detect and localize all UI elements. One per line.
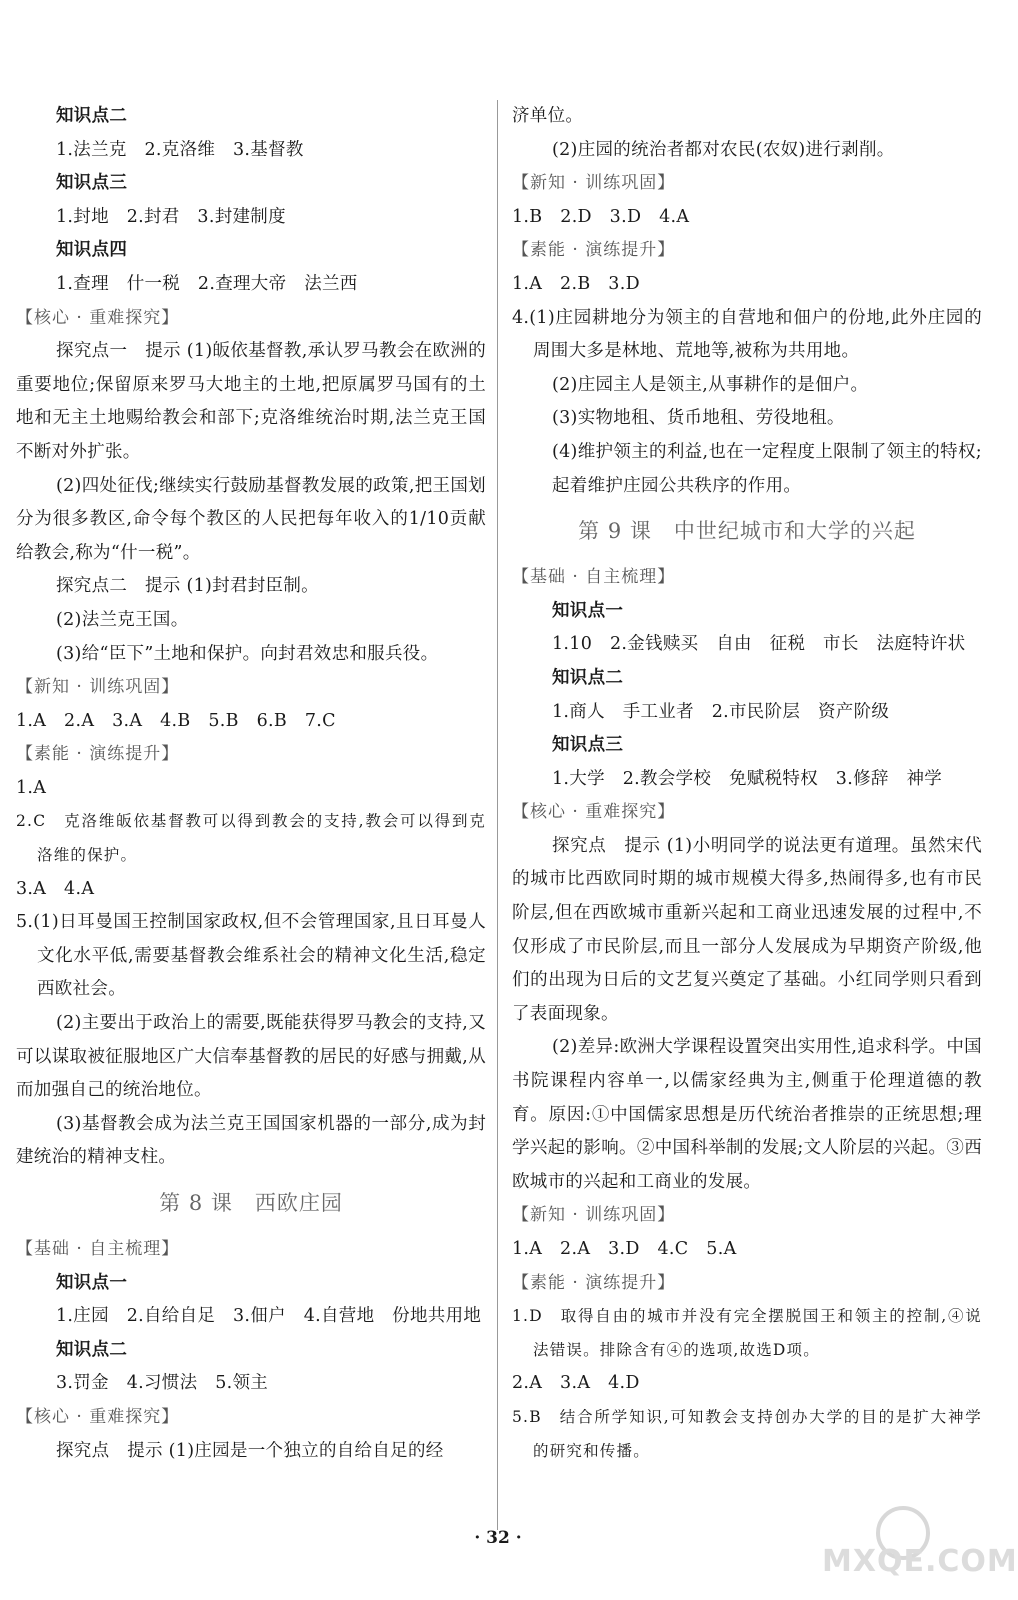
knowledge-point-heading: 知识点二	[56, 1339, 128, 1360]
answer-paragraph: 济单位。	[512, 106, 584, 126]
explore-paragraph: 探究点一 提示 (1)皈依基督教,承认罗马教会在欧洲的重要地位;保留原来罗马大地主的土地,把原属罗马国有的土地和无主土地赐给教会和部下;克洛维统治时期,法兰克王国不断对外扩张。	[16, 341, 486, 462]
section-header: 【基础 · 自主梳理】	[512, 567, 676, 588]
answer-line: 1.法兰克 2.克洛维 3.基督教	[56, 139, 304, 160]
section-header: 【基础 · 自主梳理】	[16, 1239, 180, 1259]
section-header: 【核心 · 重难探究】	[512, 802, 676, 823]
section-header: 【新知 · 训练巩固】	[512, 173, 676, 194]
lesson-title: 第 8 课 西欧庄园	[159, 1191, 343, 1215]
answer-line: 1.B 2.D 3.D 4.A	[512, 206, 690, 227]
knowledge-point-heading: 知识点三	[552, 735, 624, 756]
answer-line: 1.A	[16, 777, 47, 798]
answer-line: 1.A 2.A 3.D 4.C 5.A	[512, 1239, 737, 1259]
answer-line: 3.A 4.A	[16, 878, 95, 899]
explore-paragraph: (2)法兰克王国。	[56, 609, 189, 630]
knowledge-point-heading: 知识点四	[56, 240, 128, 261]
answer-paragraph: (2)庄园的统治者都对农民(农奴)进行剥削。	[552, 139, 895, 160]
knowledge-point-heading: 知识点二	[552, 667, 624, 688]
answer-line: 1.庄园 2.自给自足 3.佃户 4.自营地 份地共用地	[56, 1306, 482, 1327]
answer-line: 1.封地 2.封君 3.封建制度	[56, 206, 286, 227]
section-header: 【素能 · 演练提升】	[512, 1272, 676, 1293]
answer-paragraph: (4)维护领主的利益,也在一定程度上限制了领主的特权;起着维护庄园公共秩序的作用。	[552, 441, 982, 496]
lesson-title: 第 9 课 中世纪城市和大学的兴起	[578, 519, 916, 544]
answer-paragraph: 5.(1)日耳曼国王控制国家政权,但不会管理国家,且日耳曼人文化水平低,需要基督教会维系社会的精神文化生活,稳定西欧社会。	[16, 912, 486, 1000]
left-column	[16, 100, 486, 1468]
knowledge-point-heading: 知识点二	[56, 106, 128, 126]
explore-paragraph: (3)给“臣下”土地和保护。向封君效忠和服兵役。	[56, 643, 439, 664]
knowledge-point-heading: 知识点一	[552, 600, 624, 621]
right-column	[512, 100, 982, 1468]
knowledge-point-heading: 知识点一	[56, 1272, 128, 1293]
explore-paragraph: 探究点二 提示 (1)封君封臣制。	[56, 576, 319, 597]
answer-line: 1.商人 手工业者 2.市民阶层 资产阶级	[552, 701, 890, 722]
answer-explanation: 1.D 取得自由的城市并没有完全摆脱国王和领主的控制,④说法错误。排除含有④的选项,故选D项。	[512, 1307, 982, 1359]
section-header: 【素能 · 演练提升】	[16, 744, 180, 765]
answer-line: 3.罚金 4.习惯法 5.领主	[56, 1373, 269, 1394]
answer-line: 2.A 3.A 4.D	[512, 1373, 640, 1394]
explore-paragraph: (2)四处征伐;继续实行鼓励基督教发展的政策,把王国划分为很多教区,命令每个教区的人民把每年收入的1/10贡献给教会,称为“什一税”。	[16, 475, 486, 563]
answer-line: 1.A 2.B 3.D	[512, 273, 640, 294]
explore-paragraph: 探究点 提示 (1)庄园是一个独立的自给自足的经	[56, 1440, 444, 1461]
answer-line: 1.10 2.金钱赎买 自由 征税 市长 法庭特许状	[552, 634, 966, 655]
answer-line: 1.大学 2.教会学校 免赋税特权 3.修辞 神学	[552, 768, 943, 789]
page-number: · 32 ·	[474, 1528, 522, 1548]
section-header: 【新知 · 训练巩固】	[16, 677, 180, 698]
explore-paragraph: 探究点 提示 (1)小明同学的说法更有道理。虽然宋代的城市比西欧同时期的城市规模大得多,热闹得多,也有市民阶层,但在西欧城市重新兴起和工商业迅速发展的过程中,不仅形成了市民阶层,而且一部分人发展成为早期资产阶级,他们的出现为日后的文艺复兴奠定了基础。小红同学则只看到了表面现象。	[512, 835, 982, 1024]
section-header: 【核心 · 重难探究】	[16, 1406, 180, 1427]
answer-line: 1.查理 什一税 2.查理大帝 法兰西	[56, 273, 358, 294]
watermark-text: MXQE.COM	[822, 1544, 1018, 1579]
knowledge-point-heading: 知识点三	[56, 173, 128, 194]
answer-paragraph: (3)实物地租、货币地租、劳役地租。	[552, 408, 845, 429]
answer-line: 1.A 2.A 3.A 4.B 5.B 6.B 7.C	[16, 710, 336, 731]
answer-paragraph: (2)主要出于政治上的需要,既能获得罗马教会的支持,又可以谋取被征服地区广大信奉基督教的居民的好感与拥戴,从而加强自己的统治地位。	[16, 1013, 486, 1101]
answer-paragraph: 4.(1)庄园耕地分为领主的自营地和佃户的份地,此外庄园的周围大多是林地、荒地等,被称为共用地。	[512, 307, 982, 362]
column-divider	[497, 100, 498, 1530]
section-header: 【新知 · 训练巩固】	[512, 1205, 676, 1226]
explore-paragraph: (2)差异:欧洲大学课程设置突出实用性,追求科学。中国书院课程内容单一,以儒家经典为主,侧重于伦理道德的教育。原因:①中国儒家思想是历代统治者推崇的正统思想;理学兴起的影响。②中国科举制的发展;文人阶层的兴起。③西欧城市的兴起和工商业的发展。	[512, 1037, 982, 1192]
answer-paragraph: (2)庄园主人是领主,从事耕作的是佃户。	[552, 374, 869, 395]
answer-paragraph: (3)基督教会成为法兰克王国国家机器的一部分,成为封建统治的精神支柱。	[16, 1113, 486, 1168]
answer-explanation: 5.B 结合所学知识,可知教会支持创办大学的目的是扩大神学的研究和传播。	[512, 1407, 982, 1460]
answer-explanation: 2.C 克洛维皈依基督教可以得到教会的支持,教会可以得到克洛维的保护。	[16, 812, 486, 865]
section-header: 【核心 · 重难探究】	[16, 307, 180, 328]
section-header: 【素能 · 演练提升】	[512, 240, 676, 261]
